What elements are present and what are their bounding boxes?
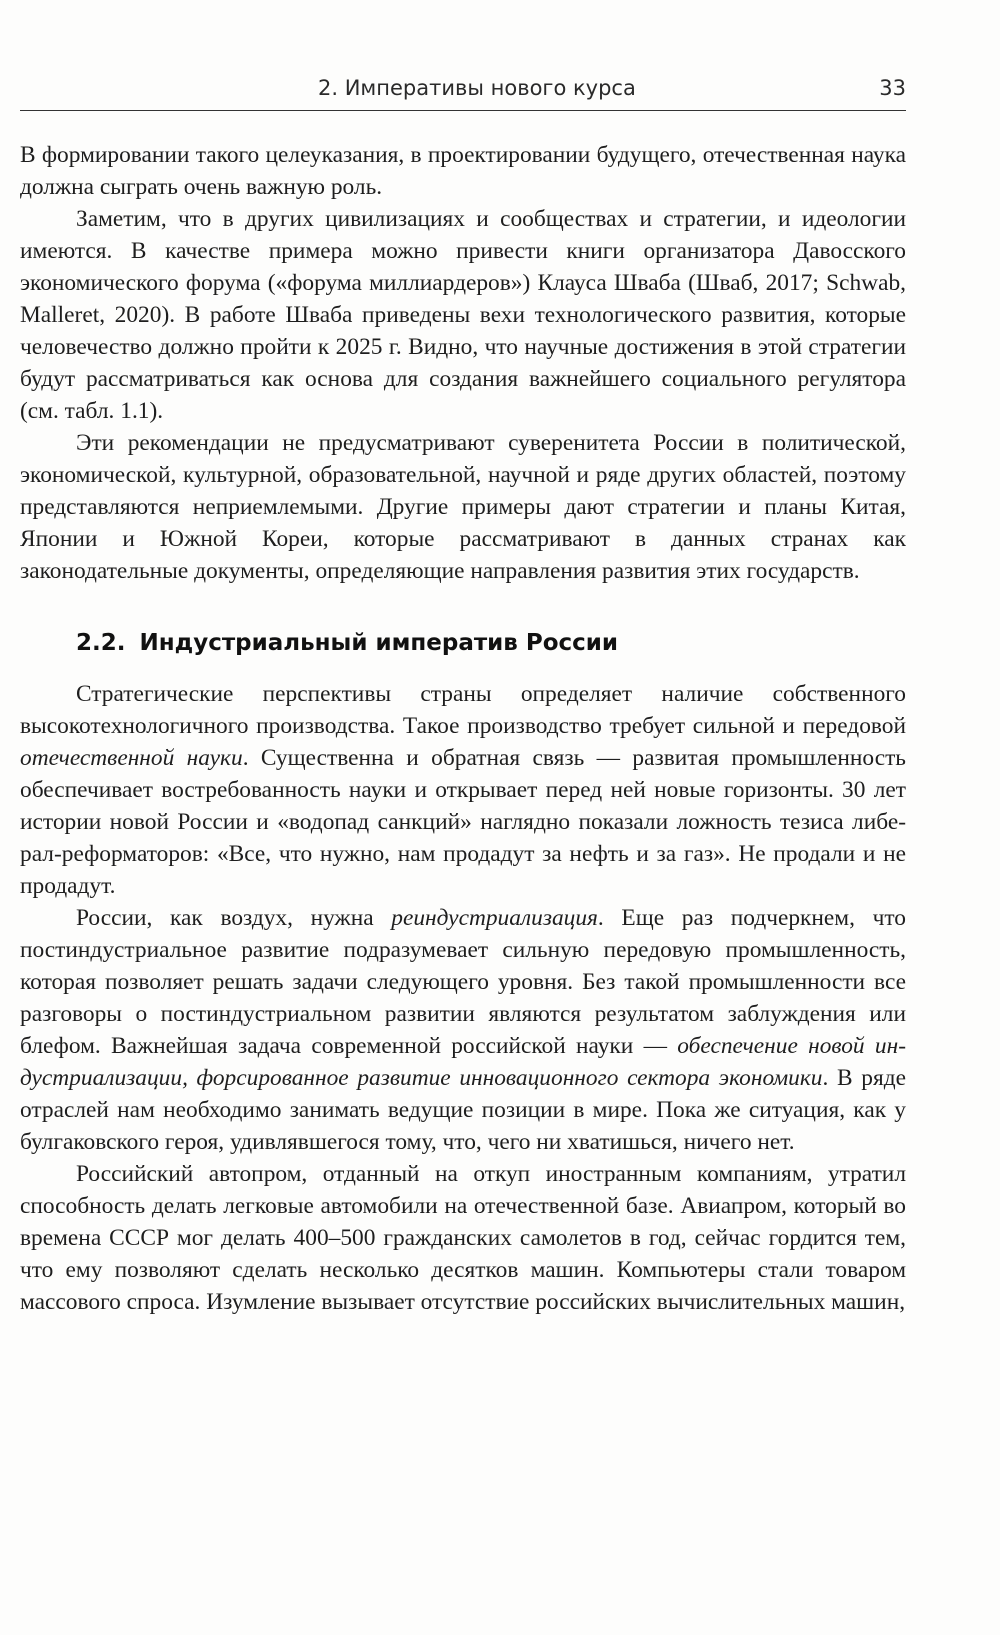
section-number: 2.2. <box>76 630 126 656</box>
paragraph-1: В формировании такого целеуказания, в проектировании будущего, отечественная наука должна сыграть очень важную роль. <box>20 142 906 200</box>
paragraph-6: Российский автопром, отданный на откуп иностранным компаниям, утратил способность делать легковые автомобили на отечественной базе. Авиапром, который во времена СССР мог делать 400–500 гражданских самолетов в год, сейчас гордится тем, что ему позволяют сделать несколько десятков машин. Компьютеры стали товаром массового спроса. Изумление вызывает отсутствие российских вычислительных машин, <box>20 1161 906 1315</box>
paragraph-4 <box>20 678 906 902</box>
section-title: Индустриальный императив России <box>139 630 619 656</box>
paragraph-4-text-a: Стратегические перспективы страны определяет наличие собственного высокотехнологичного производства. Такое производство требует сильной и передовой <box>20 681 906 739</box>
paragraph-5-text-a: России, как воздух, нужна <box>76 905 392 931</box>
paragraph-5-italic-1: реиндустриализация <box>391 905 598 931</box>
paragraph-5-text-b: . Еще раз подчеркнем, что постиндустриальное развитие подразумевает сильную передовую промышленность, которая позволяет решать задачи следующего уровня. Без такой промышленности все разговоры о постиндустриальном развитии являются результатом заблуждения или блефом. Важнейшая задача современной российской науки — <box>20 905 906 1059</box>
section-heading <box>76 627 906 659</box>
body-text <box>20 139 906 1318</box>
page-number: 33 <box>879 76 906 100</box>
paragraph-3: Эти рекомендации не предусматривают суверенитета России в политической, экономической, культурной, образовательной, научной и ряде других областей, поэтому представляются неприемлемыми. Другие примеры дают стратегии и планы Китая, Японии и Южной Кореи, которые рассматривают в данных странах как законодательные документы, определяющие направления развития этих государств. <box>20 430 906 584</box>
paragraph-2: Заметим, что в других цивилизациях и сообществах и стратегии, и идеологии имеются. В качестве примера можно привести книги организатора Давосского экономического форума («форума миллиардеров») Клауса Шваба (Шваб, 2017; Schwab, Malleret, 2020). В работе Шваба приведены вехи технологического развития, которые человечество должно пройти к 2025 г. Видно, что научные достижения в этой стратегии будут рассматриваться как основа для создания важнейшего социального регулятора (см. табл. 1.1). <box>20 206 906 424</box>
paragraph-4-text-b: . Существенна и обратная связь — развитая промышленность обеспечивает востребованность науки и открывает перед ней новые горизонты. 30 лет истории новой России и «водопад санкций» наглядно показали ложность тезиса либерал-реформаторов: «Все, что нужно, нам продадут за нефть и за газ». Не продали и не продадут. <box>20 745 906 899</box>
paragraph-5-text-c: . В ряде отраслей нам необходимо занимать ведущие позиции в мире. Пока же ситуация, как у булгаковского героя, удивлявшегося тому, что, чего ни хватишься, ничего нет. <box>20 1065 906 1155</box>
paragraph-4-italic: отечественной науки <box>20 745 243 771</box>
chapter-title: 2. Императивы нового курса <box>318 76 636 100</box>
running-header <box>20 72 906 111</box>
paragraph-5-italic-2: обеспечение новой индустриализации, форсированное развитие инновационного сектора экономики <box>20 1033 906 1091</box>
paragraph-5 <box>20 902 906 1158</box>
